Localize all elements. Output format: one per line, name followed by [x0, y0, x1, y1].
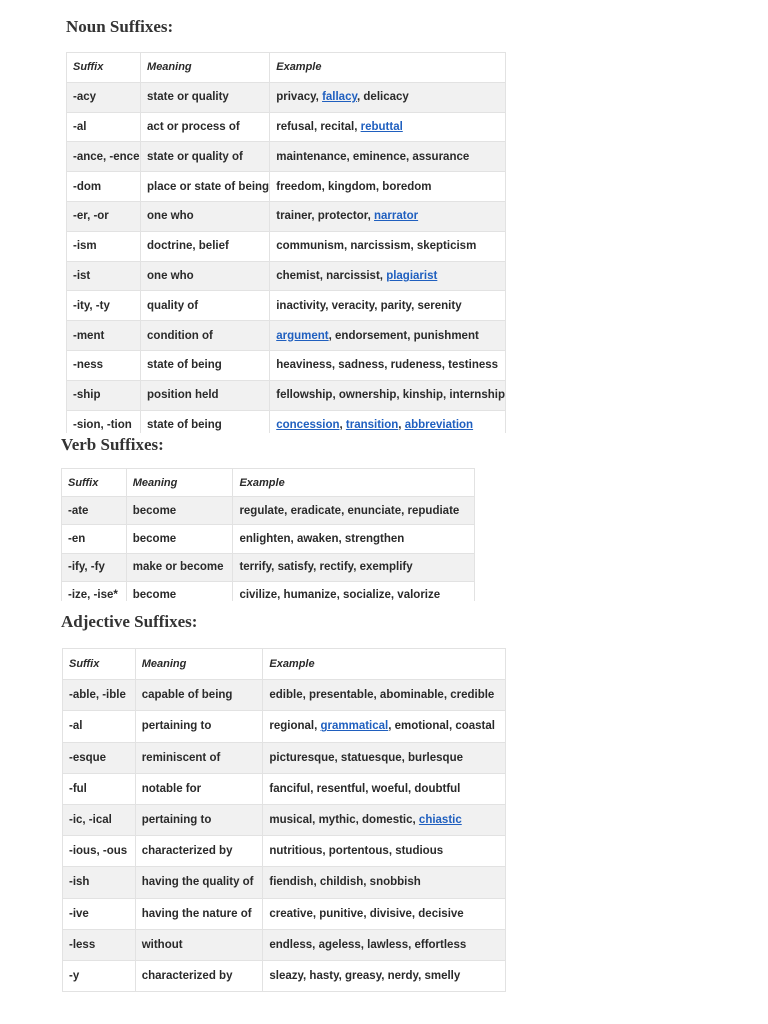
- table-row: [63, 711, 506, 742]
- example-link[interactable]: concession: [276, 418, 340, 431]
- example-cell: [270, 261, 506, 291]
- noun-suffixes-table: [66, 52, 506, 433]
- meaning-cell: act or process of: [141, 112, 270, 142]
- example-text: enlighten, awaken, strengthen: [239, 532, 405, 545]
- example-cell: [263, 867, 506, 898]
- example-cell: [270, 410, 506, 433]
- meaning-cell: doctrine, belief: [141, 231, 270, 261]
- example-text: regulate, eradicate, enunciate, repudiate: [239, 504, 460, 517]
- table-row: [67, 291, 506, 321]
- example-text: inactivity, veracity, parity, serenity: [276, 299, 462, 312]
- table-row: [63, 960, 506, 991]
- suffix-cell: -ism: [67, 231, 141, 261]
- meaning-cell: one who: [141, 261, 270, 291]
- suffix-cell: -ate: [62, 497, 127, 525]
- meaning-cell: state or quality: [141, 82, 270, 112]
- suffix-cell: -ic, -ical: [63, 804, 136, 835]
- meaning-cell: make or become: [126, 553, 233, 581]
- example-cell: [270, 142, 506, 172]
- example-text: picturesque, statuesque, burlesque: [269, 751, 463, 764]
- table-row: [62, 553, 475, 581]
- suffix-cell: -ist: [67, 261, 141, 291]
- example-text: chemist, narcissist,: [276, 269, 387, 282]
- meaning-cell: become: [126, 497, 233, 525]
- adjective-suffixes-heading: Adjective Suffixes:: [61, 612, 198, 631]
- meaning-cell: quality of: [141, 291, 270, 321]
- example-link[interactable]: rebuttal: [360, 120, 403, 133]
- example-cell: [270, 380, 506, 410]
- table-header-row: [67, 53, 506, 83]
- example-text: endless, ageless, lawless, effortless: [269, 938, 467, 951]
- table-row: [67, 201, 506, 231]
- meaning-cell: become: [126, 581, 233, 601]
- table-row: [63, 742, 506, 773]
- example-text: communism, narcissism, skepticism: [276, 240, 477, 253]
- example-header: Example: [233, 469, 475, 497]
- table-row: [67, 82, 506, 112]
- table-row: [67, 321, 506, 351]
- table-row: [67, 380, 506, 410]
- meaning-cell: having the quality of: [135, 867, 263, 898]
- example-cell: [233, 553, 475, 581]
- suffix-cell: -less: [63, 929, 136, 960]
- example-link[interactable]: grammatical: [320, 720, 389, 733]
- suffix-cell: -ity, -ty: [67, 291, 141, 321]
- example-cell: [263, 742, 506, 773]
- table-row: [63, 680, 506, 711]
- example-link[interactable]: fallacy: [322, 91, 358, 104]
- example-cell: [233, 525, 475, 553]
- suffix-cell: -able, -ible: [63, 680, 136, 711]
- suffix-cell: -esque: [63, 742, 136, 773]
- meaning-header: Meaning: [135, 649, 263, 680]
- suffix-cell: -ship: [67, 380, 141, 410]
- meaning-cell: reminiscent of: [135, 742, 263, 773]
- suffix-cell: -ious, -ous: [63, 836, 136, 867]
- example-text: nutritious, portentous, studious: [269, 845, 444, 858]
- meaning-header: Meaning: [126, 469, 233, 497]
- example-cell: [263, 711, 506, 742]
- table-row: [67, 172, 506, 202]
- table-row: [62, 525, 475, 553]
- example-text: fiendish, childish, snobbish: [269, 876, 421, 889]
- adjective-suffixes-table-wrap: [62, 648, 506, 992]
- meaning-cell: pertaining to: [135, 711, 263, 742]
- example-cell: [270, 112, 506, 142]
- example-cell: [263, 929, 506, 960]
- example-text: , delicacy: [357, 91, 409, 104]
- example-header: Example: [263, 649, 506, 680]
- example-text: musical, mythic, domestic,: [269, 814, 419, 827]
- meaning-cell: state of being: [141, 410, 270, 433]
- example-link[interactable]: chiastic: [418, 814, 462, 827]
- suffix-cell: -al: [63, 711, 136, 742]
- meaning-cell: position held: [141, 380, 270, 410]
- example-cell: [270, 321, 506, 351]
- example-cell: [263, 960, 506, 991]
- suffix-cell: -en: [62, 525, 127, 553]
- table-row: [67, 142, 506, 172]
- example-text: terrify, satisfy, rectify, exemplify: [239, 561, 413, 574]
- table-row: [63, 898, 506, 929]
- meaning-cell: become: [126, 525, 233, 553]
- meaning-cell: characterized by: [135, 960, 263, 991]
- example-text: regional,: [269, 720, 321, 733]
- example-link[interactable]: transition: [345, 418, 399, 431]
- suffix-cell: -ive: [63, 898, 136, 929]
- example-text: privacy,: [276, 91, 323, 104]
- example-text: , endorsement, punishment: [328, 329, 479, 342]
- example-cell: [270, 82, 506, 112]
- table-row: [62, 497, 475, 525]
- table-row: [62, 581, 475, 601]
- suffix-cell: -al: [67, 112, 141, 142]
- meaning-cell: capable of being: [135, 680, 263, 711]
- example-cell: [270, 201, 506, 231]
- example-text: creative, punitive, divisive, decisive: [269, 907, 464, 920]
- suffix-cell: -ment: [67, 321, 141, 351]
- table-row: [67, 231, 506, 261]
- suffix-cell: -ize, -ise*: [62, 581, 127, 601]
- table-header-row: [63, 649, 506, 680]
- example-cell: [270, 231, 506, 261]
- suffix-header: Suffix: [63, 649, 136, 680]
- table-row: [67, 410, 506, 433]
- example-text: civilize, humanize, socialize, valorize: [239, 589, 441, 601]
- example-link[interactable]: narrator: [374, 210, 419, 223]
- example-text: refusal, recital,: [276, 120, 361, 133]
- meaning-cell: one who: [141, 201, 270, 231]
- example-text: fellowship, ownership, kinship, internship: [276, 389, 505, 402]
- meaning-cell: state or quality of: [141, 142, 270, 172]
- example-cell: [270, 172, 506, 202]
- table-row: [63, 773, 506, 804]
- table-row: [67, 350, 506, 380]
- meaning-header: Meaning: [141, 53, 270, 83]
- meaning-cell: condition of: [141, 321, 270, 351]
- meaning-cell: notable for: [135, 773, 263, 804]
- meaning-cell: characterized by: [135, 836, 263, 867]
- meaning-cell: pertaining to: [135, 804, 263, 835]
- example-cell: [263, 804, 506, 835]
- meaning-cell: state of being: [141, 350, 270, 380]
- example-header: Example: [270, 53, 506, 83]
- example-text: maintenance, eminence, assurance: [276, 150, 470, 163]
- noun-suffixes-heading: Noun Suffixes:: [66, 17, 174, 36]
- example-text: edible, presentable, abominable, credible: [269, 689, 495, 702]
- example-text: , emotional, coastal: [388, 720, 495, 733]
- example-text: fanciful, resentful, woeful, doubtful: [269, 782, 461, 795]
- suffix-cell: -ish: [63, 867, 136, 898]
- example-text: heaviness, sadness, rudeness, testiness: [276, 359, 499, 372]
- example-link[interactable]: abbreviation: [404, 418, 474, 431]
- suffix-cell: -ance, -ence: [67, 142, 141, 172]
- suffix-cell: -y: [63, 960, 136, 991]
- suffix-cell: -dom: [67, 172, 141, 202]
- suffix-header: Suffix: [62, 469, 127, 497]
- example-text: ,: [339, 418, 346, 431]
- table-row: [67, 261, 506, 291]
- adjective-suffixes-table: [62, 648, 506, 992]
- verb-suffixes-table: [61, 468, 475, 601]
- suffix-header: Suffix: [67, 53, 141, 83]
- suffix-cell: -ness: [67, 350, 141, 380]
- example-cell: [263, 836, 506, 867]
- example-cell: [263, 773, 506, 804]
- verb-suffixes-table-wrap: [61, 468, 475, 601]
- suffix-cell: -ful: [63, 773, 136, 804]
- table-header-row: [62, 469, 475, 497]
- verb-suffixes-heading: Verb Suffixes:: [61, 435, 164, 454]
- example-cell: [263, 898, 506, 929]
- example-cell: [263, 680, 506, 711]
- example-cell: [270, 291, 506, 321]
- example-link[interactable]: plagiarist: [386, 269, 438, 282]
- example-text: freedom, kingdom, boredom: [276, 180, 432, 193]
- example-text: ,: [398, 418, 405, 431]
- example-text: trainer, protector,: [276, 210, 375, 223]
- suffix-cell: -er, -or: [67, 201, 141, 231]
- example-cell: [233, 497, 475, 525]
- meaning-cell: having the nature of: [135, 898, 263, 929]
- table-row: [63, 867, 506, 898]
- table-row: [63, 836, 506, 867]
- example-cell: [270, 350, 506, 380]
- table-row: [63, 929, 506, 960]
- example-link[interactable]: argument: [276, 329, 329, 342]
- table-row: [67, 112, 506, 142]
- noun-suffixes-table-wrap: [66, 52, 506, 433]
- example-cell: [233, 581, 475, 601]
- meaning-cell: place or state of being: [141, 172, 270, 202]
- example-text: sleazy, hasty, greasy, nerdy, smelly: [269, 969, 461, 982]
- table-row: [63, 804, 506, 835]
- suffix-cell: -acy: [67, 82, 141, 112]
- meaning-cell: without: [135, 929, 263, 960]
- suffix-cell: -sion, -tion: [67, 410, 141, 433]
- suffix-cell: -ify, -fy: [62, 553, 127, 581]
